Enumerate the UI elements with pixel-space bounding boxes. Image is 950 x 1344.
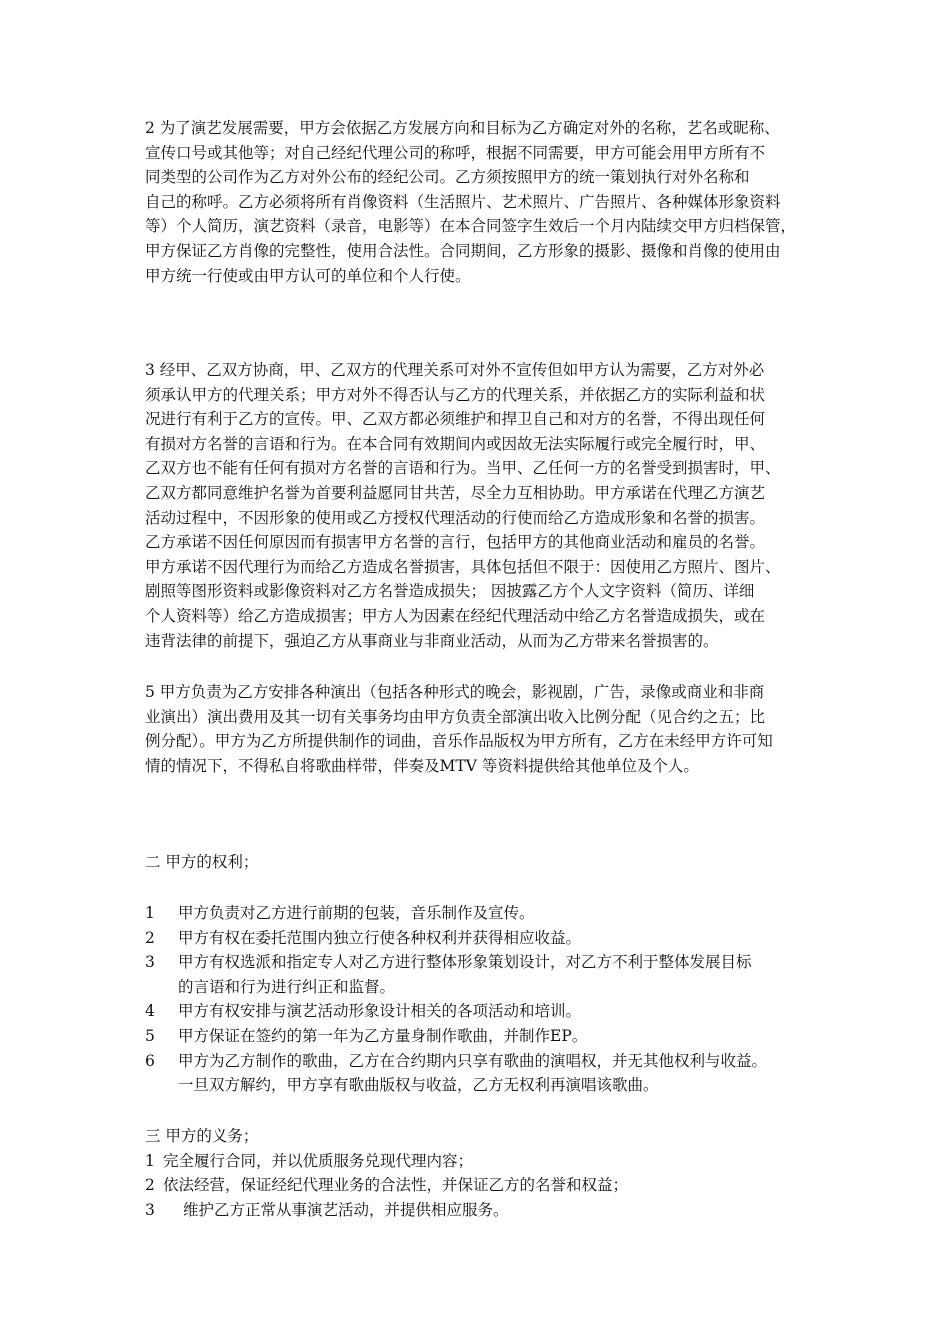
item-text: 一旦双方解约，甲方享有歌曲版权与收益，乙方无权利再演唱该歌曲。 [178, 1076, 659, 1095]
list-item [145, 950, 825, 975]
text-line: 甲方统一行使或由甲方认可的单位和个人行使。 [145, 266, 471, 285]
text-line: 况进行有利于乙方的宣传。甲、乙双方都必须维护和捍卫自己和对方的名誉，不得出现任何 [145, 410, 766, 429]
item-text: 甲方有权选派和指定专人对乙方进行整体形象策划设计，对乙方不利于整体发展目标 [178, 953, 752, 972]
item-number: 2 [145, 1176, 155, 1195]
item-number: 3 [145, 1200, 155, 1219]
text-line: 违背法律的前提下，强迫乙方从事商业与非商业活动，从而为乙方带来名誉损害的。 [145, 631, 719, 650]
text-line: 等）个人简历，演艺资料（录音，电影等）在本合同签字生效后一个月内陆续交甲方归档保管， [145, 217, 797, 236]
section-heading: 三 甲方的义务； [145, 1127, 259, 1145]
list-item [145, 1198, 825, 1223]
text-line: 乙双方也不能有任何有损对方名誉的言语和行为。当甲、乙任何一方的名誉受到损害时，甲、 [145, 459, 781, 478]
text-line: 乙方承诺不因任何原因而有损害甲方名誉的言行，包括甲方的其他商业活动和雇员的名誉。 [145, 533, 766, 552]
list-item [145, 926, 825, 951]
item-text: 的言语和行为进行纠正和监督。 [178, 977, 396, 996]
item-text: 甲方有权在委托范围内独立行使各种权利并获得相应收益。 [178, 928, 582, 947]
item-text: 甲方有权安排与演艺活动形象设计相关的各项活动和培训。 [178, 1002, 582, 1021]
text-line: 乙双方都同意维护名誉为首要利益愿同甘共苦，尽全力互相协助。甲方承诺在代理乙方演艺 [145, 483, 766, 502]
text-line: 有损对方名誉的言语和行为。在本合同有效期间内或因故无法实际履行或完全履行时，甲、 [145, 434, 766, 453]
text-line: 2 为了演艺发展需要，甲方会依据乙方发展方向和目标为乙方确定对外的名称，艺名或昵称、 [145, 119, 780, 137]
list-item [145, 901, 825, 926]
text-line: 例分配）。甲方为乙方所提供制作的词曲，音乐作品版权为甲方所有，乙方在未经甲方许可知 [145, 732, 773, 751]
text-line: 宣传口号或其他等；对自己经纪代理公司的称呼，根据不同需要，甲方可能会用甲方所有不 [145, 143, 766, 162]
clause-2-paragraph [145, 116, 825, 288]
item-number: 5 [145, 1026, 155, 1045]
list-item-continuation [145, 1073, 825, 1098]
text-line: 甲方承诺不因代理行为而给乙方造成名誉损害，具体包括但不限于：因使用乙方照片、图片、 [145, 557, 781, 576]
list-item [145, 1173, 825, 1198]
text-line: 甲方保证乙方肖像的完整性，使用合法性。合同期间，乙方形象的摄影、摄像和肖像的使用由 [145, 241, 781, 260]
text-line: 5 甲方负责为乙方安排各种演出（包括各种形式的晚会，影视剧，广告，录像或商业和非商 [145, 683, 765, 701]
list-item [145, 1049, 825, 1074]
list-item-continuation [145, 975, 825, 1000]
item-text: 依法经营，保证经纪代理业务的合法性，并保证乙方的名誉和权益； [163, 1176, 629, 1195]
item-number: 4 [145, 1002, 155, 1021]
rights-list [145, 901, 825, 1098]
section-heading: 二 甲方的权利； [145, 853, 259, 871]
list-item [145, 1024, 825, 1049]
item-text: 甲方保证在签约的第一年为乙方量身制作歌曲，并制作EP。 [178, 1026, 588, 1045]
item-number: 3 [145, 953, 155, 972]
text-line: 3 经甲、乙双方协商，甲、乙双方的代理关系可对外不宣传但如甲方认为需要，乙方对外必 [145, 361, 765, 379]
list-item [145, 1149, 825, 1174]
text-line: 自己的称呼。乙方必须将所有肖像资料（生活照片、艺术照片、广告照片、各种媒体形象资料 [145, 192, 781, 211]
item-number: 2 [145, 928, 155, 947]
text-line: 剧照等图形资料或影像资料对乙方名誉造成损失； 因披露乙方个人文字资料（简历、详细 [145, 582, 755, 601]
item-number: 6 [145, 1051, 155, 1070]
text-line: 业演出）演出费用及其一切有关事务均由甲方负责全部演出收入比例分配（见合约之五；比 [145, 707, 766, 726]
item-text: 维护乙方正常从事演艺活动，并提供相应服务。 [183, 1200, 509, 1219]
item-number: 1 [145, 1151, 155, 1170]
text-line: 同类型的公司作为乙方对外公布的经纪公司。乙方须按照甲方的统一策划执行对外名称和 [145, 168, 750, 187]
item-text: 完全履行合同，并以优质服务兑现代理内容； [163, 1151, 474, 1170]
text-line: 情的情况下，不得私自将歌曲样带，伴奏及MTV 等资料提供给其他单位及个人。 [145, 756, 699, 775]
text-line: 活动过程中，不因形象的使用或乙方授权代理活动的行使而给乙方造成形象和名誉的损害。 [145, 508, 766, 527]
item-text: 甲方负责对乙方进行前期的包装，音乐制作及宣传。 [178, 904, 535, 922]
item-number: 1 [145, 904, 155, 922]
text-line: 须承认甲方的代理关系；甲方对外不得否认与乙方的代理关系，并依据乙方的实际利益和状 [145, 385, 766, 404]
text-line: 个人资料等）给乙方造成损害；甲方人为因素在经纪代理活动中给乙方名誉造成损失，或在 [145, 606, 766, 625]
clause-5-paragraph [145, 680, 825, 778]
list-item [145, 999, 825, 1024]
clause-3-paragraph [145, 358, 825, 653]
duties-section [145, 1124, 825, 1222]
section-heading-rights [145, 850, 825, 875]
item-text: 甲方为乙方制作的歌曲，乙方在合约期内只享有歌曲的演唱权，并无其他权利与收益。 [178, 1051, 768, 1070]
